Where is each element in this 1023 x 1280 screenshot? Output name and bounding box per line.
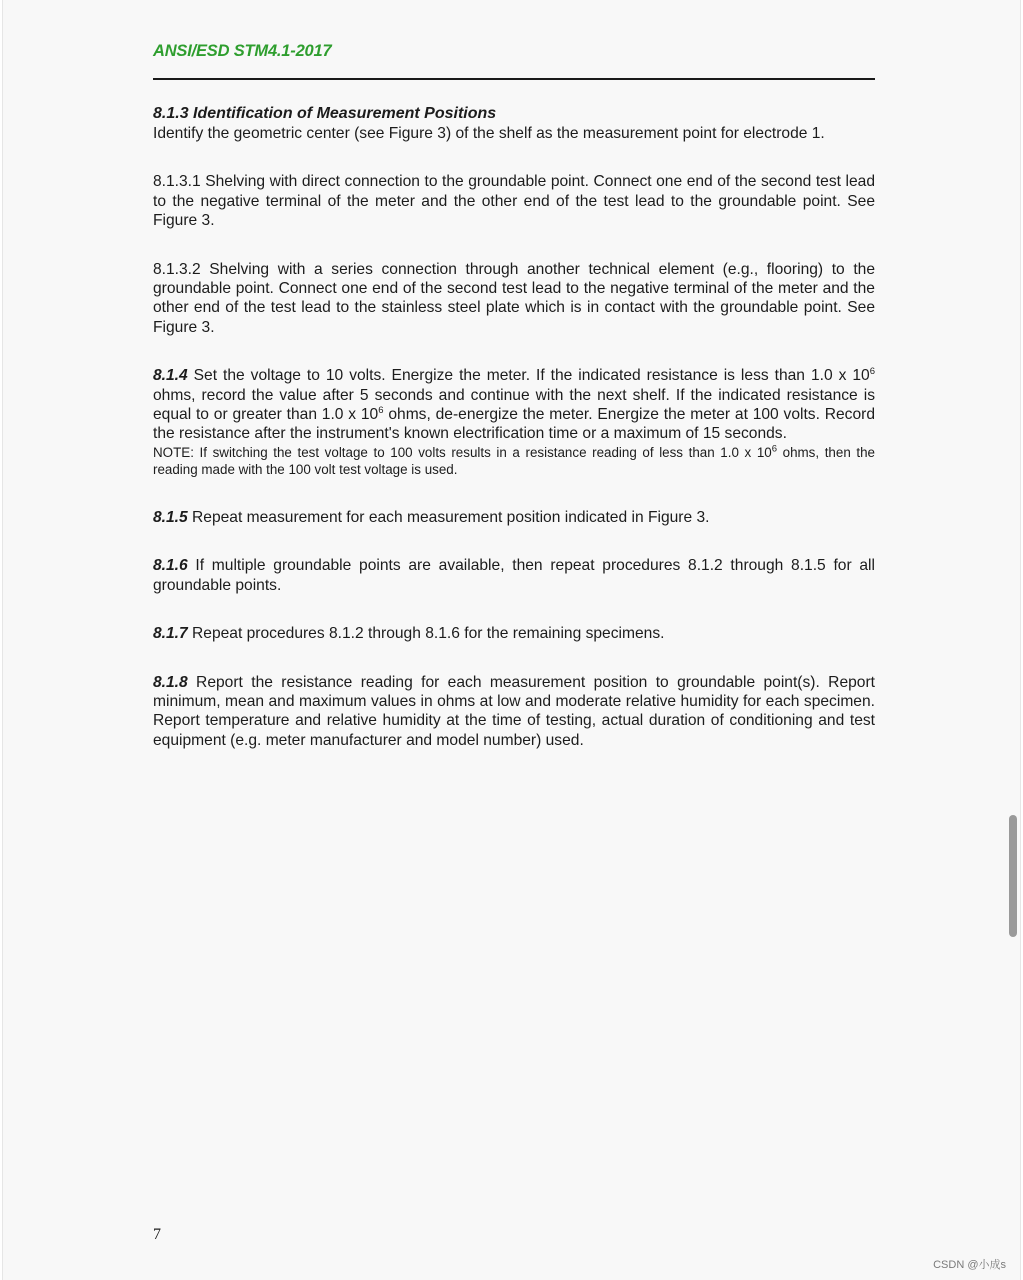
clause-number-8-1-4: 8.1.4 xyxy=(153,367,188,385)
document-header-title: ANSI/ESD STM4.1-2017 xyxy=(153,42,332,60)
watermark-text: CSDN @小成s xyxy=(933,1259,1006,1271)
vertical-scrollbar-thumb[interactable] xyxy=(1009,815,1017,937)
note-8-1-4 xyxy=(153,444,875,479)
paragraph-8-1-3-1: 8.1.3.1 Shelving with direct connection to the groundable point. Connect one end of the second test lead to the negative terminal of the meter and the other end of the test lead to the groundable point. See Figure 3. xyxy=(153,173,875,230)
document-page xyxy=(2,0,1021,1280)
exponent-1: 6 xyxy=(869,366,875,378)
clause-text-8-1-7: Repeat procedures 8.1.2 through 8.1.6 for the remaining specimens. xyxy=(187,625,665,643)
note-text-b: ohms, then the reading made with the 100 volt test voltage is used. xyxy=(153,444,875,478)
note-exponent: 6 xyxy=(771,443,778,455)
paragraph-8-1-8 xyxy=(153,673,875,751)
page-number: 7 xyxy=(153,1226,161,1243)
clause-number-8-1-5: 8.1.5 xyxy=(153,508,188,526)
paragraph-8-1-7 xyxy=(153,624,875,643)
clause-number-8-1-6: 8.1.6 xyxy=(153,557,188,575)
clause-number-8-1-7: 8.1.7 xyxy=(153,625,188,643)
paragraph-8-1-3: Identify the geometric center (see Figure 3) of the shelf as the measurement point for electrode 1. xyxy=(153,125,825,142)
clause-text-8-1-4-b: ohms, record the value after 5 seconds and continue with the next shelf. If the indicated resistance is equal to or greater than 1.0 x 10 xyxy=(153,386,875,424)
section-title-8-1-3: 8.1.3 Identification of Measurement Positions xyxy=(153,105,497,122)
exponent-2: 6 xyxy=(378,404,384,416)
document-body xyxy=(153,104,875,750)
paragraph-8-1-3-2: 8.1.3.2 Shelving with a series connection through another technical element (e.g., flooring) to the groundable point. Connect one end of the second test lead to the negative terminal of the meter and the other end of the test lead to the stainless steel plate which is in contact with the groundable point. See Figure 3. xyxy=(153,260,875,336)
note-text-a: NOTE: If switching the test voltage to 100 volts results in a resistance reading of less than 1.0 x 10 xyxy=(153,444,772,460)
paragraph-8-1-5 xyxy=(153,508,875,527)
clause-text-8-1-4-c: ohms, de-energize the meter. Energize the meter at 100 volts. Record the resistance after the instrument's known electrification time or a maximum of 15 seconds. xyxy=(153,406,875,443)
clause-text-8-1-6: If multiple groundable points are available, then repeat procedures 8.1.2 through 8.1.5 for all groundable points. xyxy=(153,557,875,594)
clause-text-8-1-5: Repeat measurement for each measurement position indicated in Figure 3. xyxy=(187,508,710,526)
clause-text-8-1-8: Report the resistance reading for each measurement position to groundable point(s). Report minimum, mean and maximum values in ohms at low and moderate relative humidity for each specimen. Report temperature and relative humidity at the time of testing, actual duration of conditioning and test equipment (e.g. meter manufacturer and model number) used. xyxy=(153,673,875,749)
header-rule xyxy=(153,78,875,80)
clause-number-8-1-8: 8.1.8 xyxy=(153,673,188,691)
paragraph-8-1-6 xyxy=(153,556,875,595)
paragraph-8-1-4 xyxy=(153,366,875,444)
clause-text-8-1-4-a: Set the voltage to 10 volts. Energize the meter. If the indicated resistance is less than 1.0 x 10 xyxy=(187,367,870,385)
